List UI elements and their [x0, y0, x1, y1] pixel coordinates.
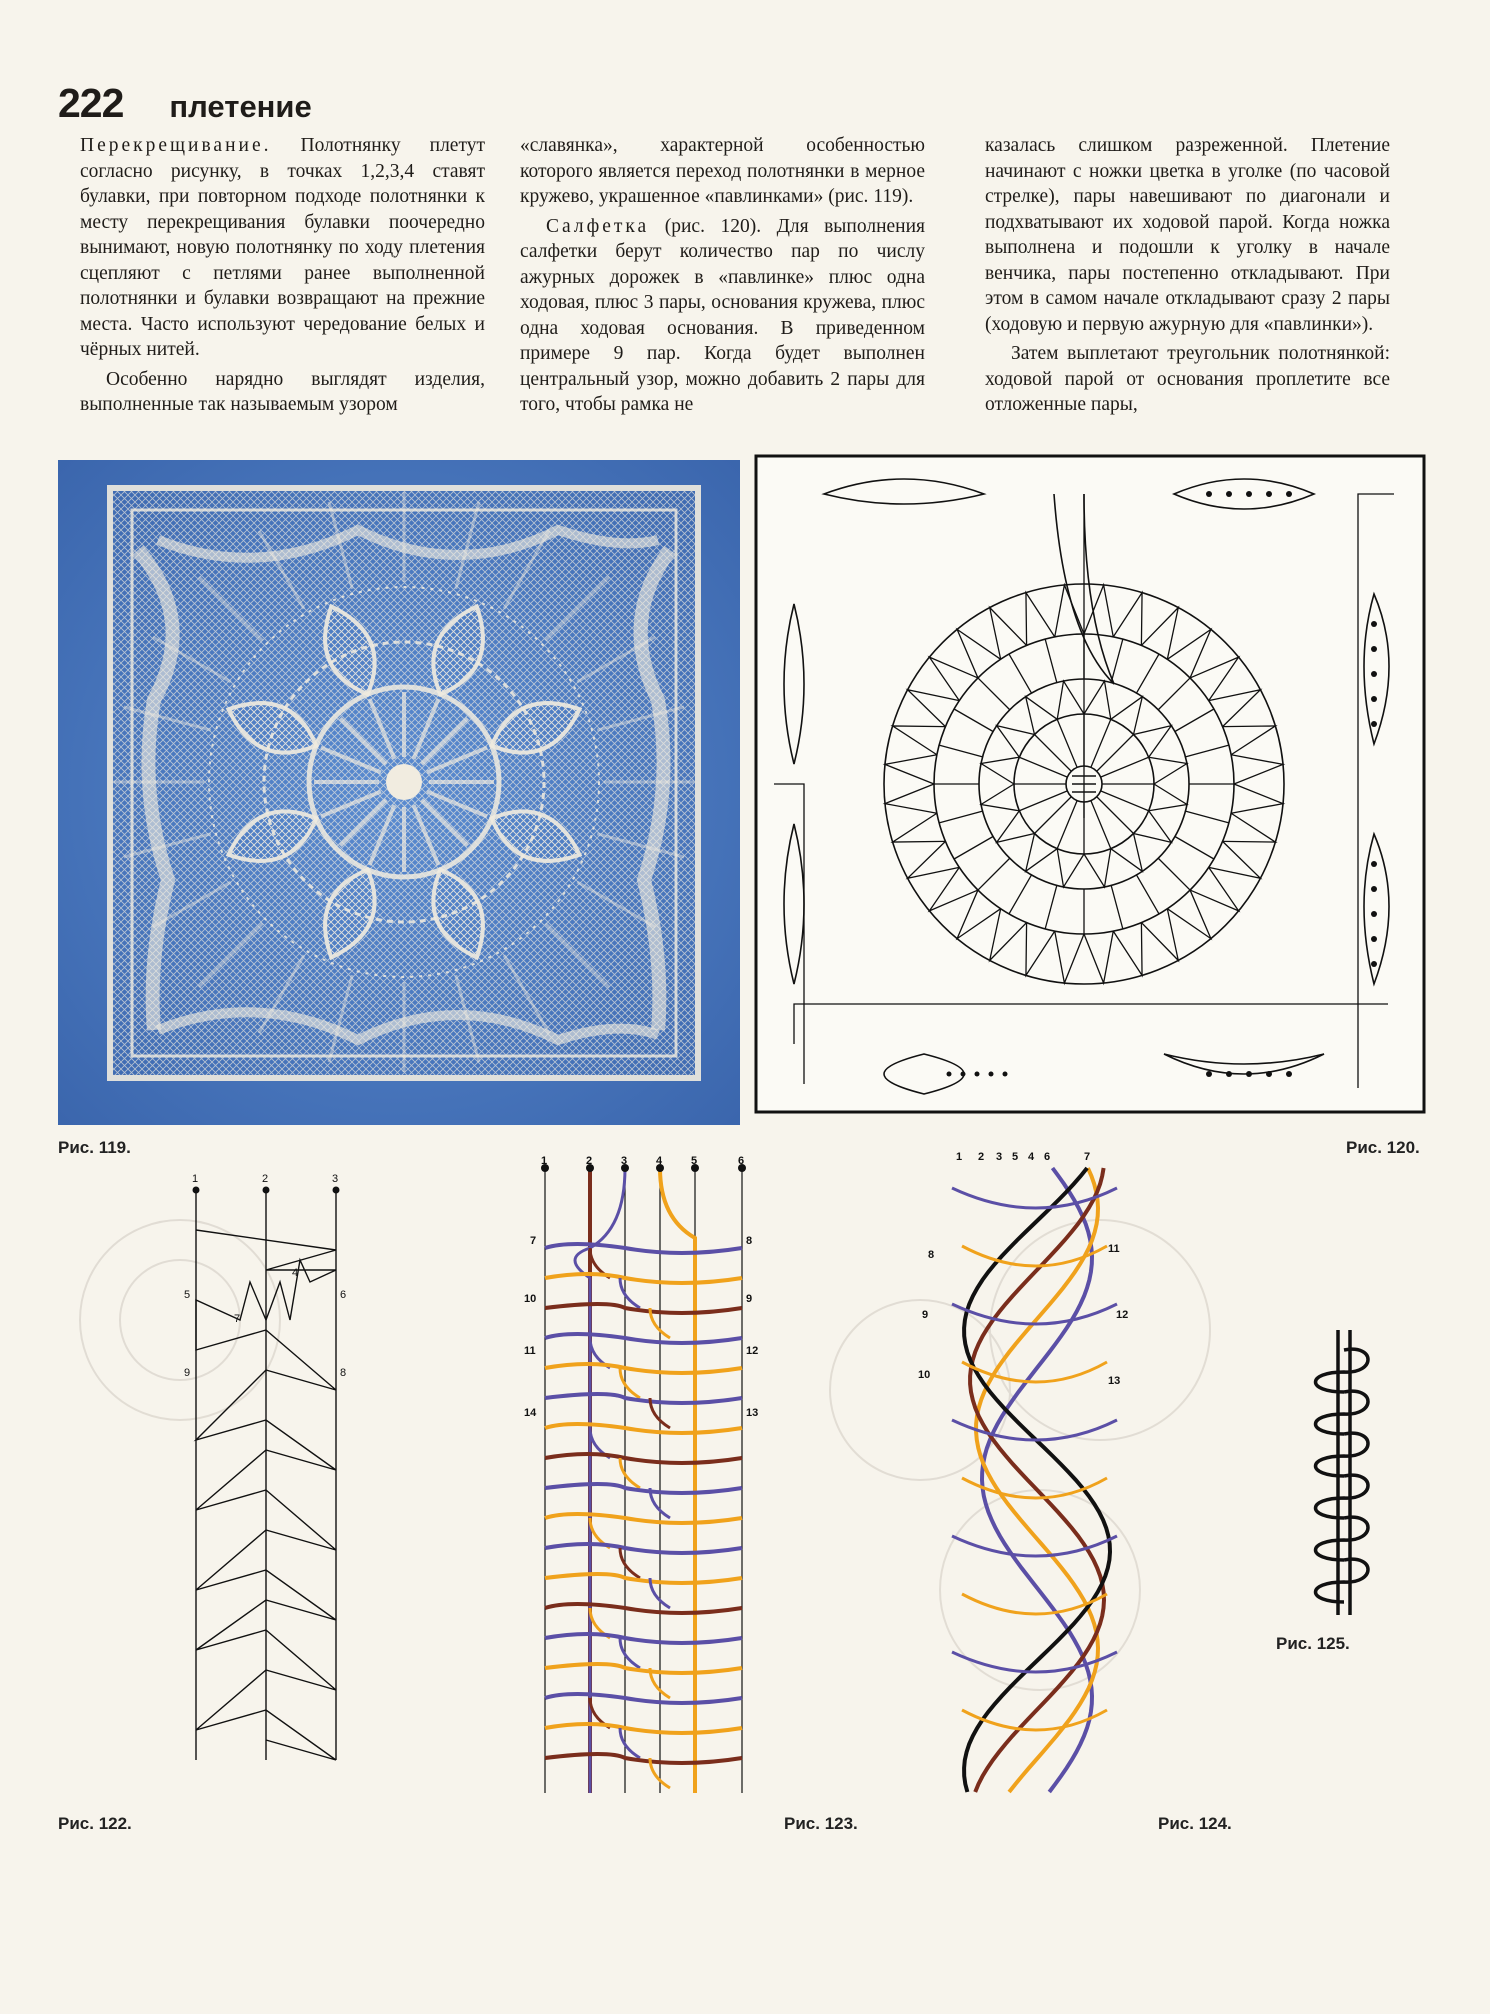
paragraph-text: (рис. 120). Для выполнения салфетки берут количество пар по числу ажурных дорожек в «павлинке» плюс одна ходовая, плюс 3 пары, основания кружева, плюс одна ходовая основания. В приведенном примере 9 пар. Когда будет выполнен центральный узор, можно добавить 2 пары для того, чтобы рамка не [520, 215, 925, 415]
fig122-label: 6 [340, 1289, 347, 1301]
fig123-colored-braid [524, 1155, 770, 1798]
diagram-dot [1371, 646, 1377, 652]
text-column-2 [520, 133, 925, 422]
diagram-dot [1226, 491, 1232, 497]
fig122-label: 8 [340, 1367, 347, 1379]
fig124-label: 4 [1028, 1151, 1035, 1163]
diagram-dot [1371, 621, 1377, 627]
braid-thread [545, 1724, 742, 1733]
diagram-dot [1206, 1071, 1212, 1077]
diagram-dot [1003, 1072, 1008, 1077]
fig122-label: 7 [234, 1313, 241, 1325]
braid-thread [545, 1514, 742, 1523]
braid-thread [545, 1394, 742, 1403]
fig124-label: 6 [1044, 1151, 1051, 1163]
fig122-label: 9 [184, 1367, 191, 1379]
braid-thread [545, 1244, 742, 1253]
braid-thread [660, 1168, 695, 1793]
fig124-label: 7 [1084, 1151, 1091, 1163]
fig122-label: 5 [184, 1289, 191, 1301]
page-header [58, 80, 312, 127]
fig122-label: 2 [262, 1173, 269, 1185]
braid-thread [545, 1634, 742, 1643]
fig124-label: 3 [996, 1151, 1003, 1163]
fig123-caption: Рис. 123. [784, 1814, 858, 1833]
braid-thread [545, 1574, 742, 1583]
paragraph: Особенно нарядно выглядят изделия, выполненные так называемым узором [80, 368, 485, 415]
fig122-label: 4 [292, 1267, 299, 1279]
diagram-dot [1246, 491, 1252, 497]
fig122-crossing-diagram [180, 1170, 380, 1770]
fig124-caption: Рис. 124. [1158, 1814, 1232, 1833]
fig124-label: 9 [922, 1309, 929, 1321]
braid-thread [620, 1638, 640, 1668]
paragraph [80, 133, 485, 363]
fig119-caption: Рис. 119. [58, 1138, 131, 1157]
section-title: плетение [169, 89, 312, 124]
diagram-dot [1371, 886, 1377, 892]
braid-thread [545, 1364, 742, 1373]
fig123-label: 10 [524, 1293, 537, 1305]
braid-thread [545, 1544, 742, 1553]
diagram-dot [1286, 491, 1292, 497]
fig123-label: 3 [621, 1155, 628, 1167]
term-lead: Перекрещивание. [80, 135, 272, 156]
fig123-label: 2 [586, 1155, 593, 1167]
diagram-dot [975, 1072, 980, 1077]
braid-thread [620, 1458, 640, 1488]
fig122-caption: Рис. 122. [58, 1814, 132, 1833]
fig124-label: 5 [1012, 1151, 1019, 1163]
fig124-label: 1 [956, 1151, 963, 1163]
paragraph [520, 214, 925, 418]
braid-thread [575, 1168, 625, 1793]
paragraph: Затем выплетают треугольник полотнянкой: ходовой парой от основания проплетите все отложенные пары, [985, 343, 1390, 415]
fig123-label: 13 [746, 1407, 759, 1419]
diagram-dot [961, 1072, 966, 1077]
fig123-label: 5 [691, 1155, 698, 1167]
diagram-dot [1286, 1071, 1292, 1077]
braid-thread [545, 1334, 742, 1343]
diagram-dot [1371, 696, 1377, 702]
paragraph: казалась слишком разреженной. Плетение начинают с ножки цветка в уголке (по часовой стрелке), пары навешивают по диагонали и подхватывают их ходовой парой. Когда ножка выполнена и подошли к уголку в начале венчика, пары постепенно откладывают. При этом в самом начале откладывают сразу 2 пары (ходовую и первую ажурную для «павлинки»). [985, 135, 1390, 335]
fig125-loop-diagram [1266, 1330, 1426, 1620]
fig124-label: 12 [1116, 1309, 1129, 1321]
diagram-dot [947, 1072, 952, 1077]
braid-thread [545, 1424, 742, 1433]
fig123-label: 4 [656, 1155, 663, 1167]
fig124-label: 10 [918, 1369, 931, 1381]
braid-thread [620, 1368, 640, 1398]
fig123-label: 8 [746, 1235, 753, 1247]
paragraph: «славянка», характерной особенностью которого является переход полотнянки в мерное кружево, украшенное «павлинками» (рис. 119). [520, 135, 925, 207]
fig122-label: 3 [332, 1173, 339, 1185]
text-column-3 [985, 133, 1390, 422]
braid-thread [620, 1548, 640, 1578]
diagram-dot [1371, 721, 1377, 727]
fig123-label: 9 [746, 1293, 753, 1305]
diagram-dot [989, 1072, 994, 1077]
braid-thread [620, 1278, 640, 1308]
braid-thread [545, 1454, 742, 1463]
fig123-label: 12 [746, 1345, 759, 1357]
braid-thread [545, 1664, 742, 1673]
fig120-caption: Рис. 120. [1346, 1138, 1420, 1157]
fig123-label: 1 [541, 1155, 548, 1167]
braid-thread [620, 1728, 640, 1758]
fig124-twisted-braid [918, 1148, 1152, 1798]
diagram-dot [1266, 1071, 1272, 1077]
braid-thread [964, 1168, 1110, 1792]
diagram-dot [1266, 491, 1272, 497]
term-lead: Салфетка [546, 215, 650, 237]
diagram-dot [1226, 1071, 1232, 1077]
diagram-dot [1371, 961, 1377, 967]
braid-thread [545, 1694, 742, 1703]
fig123-label: 6 [738, 1155, 745, 1167]
braid-thread [545, 1274, 742, 1283]
braid-thread [545, 1754, 742, 1763]
fig119-lace-photo [58, 460, 740, 1125]
fig123-label: 11 [524, 1345, 536, 1357]
diagram-dot [1371, 911, 1377, 917]
braid-thread [962, 1246, 1107, 1266]
fig125-caption: Рис. 125. [1276, 1634, 1350, 1653]
paragraph-text: Полотнянку плетут согласно рисунку, в точках 1,2,3,4 ставят булавки, при повторном подходе полотнянки к месту перекрещивания булавки поочередно вынимают, новую полотнянку по ходу плетения сцепляют с петлями ранее выполненной полотнянки и булавки возвращают на прежние места. Часто используют чередование белых и чёрных нитей. [80, 135, 485, 360]
diagram-dot [1371, 936, 1377, 942]
fig124-label: 13 [1108, 1375, 1121, 1387]
diagram-dot [1371, 861, 1377, 867]
diagram-dot [1206, 491, 1212, 497]
braid-thread [545, 1484, 742, 1493]
fig124-label: 8 [928, 1249, 935, 1261]
braid-thread [545, 1304, 742, 1313]
text-column-1 [80, 133, 485, 422]
fig120-napkin-diagram [754, 454, 1426, 1114]
braid-thread [545, 1604, 742, 1613]
fig123-label: 7 [530, 1235, 537, 1247]
fig123-label: 14 [524, 1407, 537, 1419]
fig122-label: 1 [192, 1173, 199, 1185]
diagram-dot [1246, 1071, 1252, 1077]
fig124-label: 11 [1108, 1243, 1120, 1255]
page-number: 222 [58, 80, 124, 126]
diagram-dot [1371, 671, 1377, 677]
fig124-label: 2 [978, 1151, 985, 1163]
